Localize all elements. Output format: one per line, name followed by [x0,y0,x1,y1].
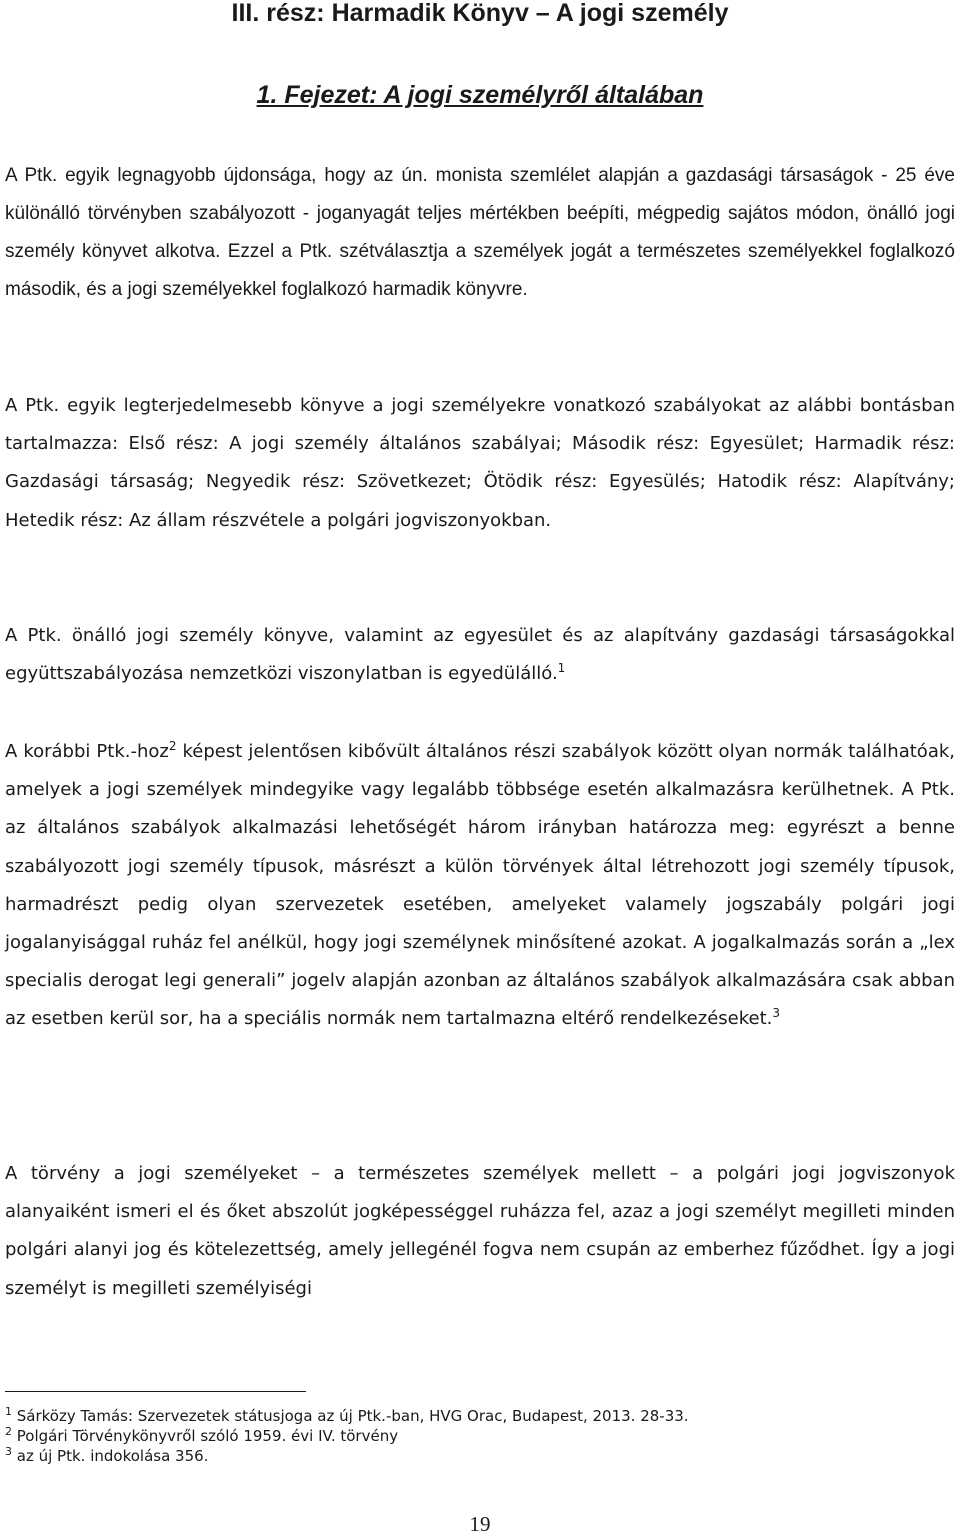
footnote-mark-3: 3 [5,1445,12,1458]
footnote-1 [5,1406,955,1426]
paragraph-1 [5,157,955,309]
footnote-3 [5,1446,955,1466]
footnote-ref-1[interactable]: 1 [557,661,566,676]
chapter-title: 1. Fejezet: A jogi személyről általában [256,81,704,109]
footnote-2 [5,1426,955,1446]
paragraph-2 [5,387,955,540]
footnote-mark-2: 2 [5,1425,12,1438]
footnote-2-text: Polgári Törvénykönyvről szóló 1959. évi IV. törvény [12,1427,399,1445]
paragraph-2-text: A Ptk. egyik legterjedelmesebb könyve a jogi személyekre vonatkozó szabályokat az alábbi bontásban tartalmazza: Első rész: A jogi személy általános szabályai; Második rész: Egyesület; Harmadik rész: Gazdasági társaság; Negyedik rész: Szövetkezet; Ötödik rész: Egyesülés; Hatodik rész: Alapítvány; Hetedik rész: Az állam részvétele a polgári jogviszonyokban. [5,395,955,531]
paragraph-3 [5,617,955,693]
footnote-1-text: Sárközy Tamás: Szervezetek státusjoga az új Ptk.-ban, HVG Orac, Budapest, 2013. 28-33. [12,1407,689,1425]
paragraph-5-text: A törvény a jogi személyeket – a természetes személyek mellett – a polgári jogi jogviszonyok alanyaiként ismeri el és őket abszolút jogképességgel ruházza fel, azaz a jogi személyt megilleti minden polgári alanyi jog és kötelezettség, amely jellegénél fogva nem csupán az emberhez fűződhet. Így a jogi személyt is megilleti személyiségi [5,1163,955,1299]
paragraph-3-text: A Ptk. önálló jogi személy könyve, valamint az egyesület és az alapítvány gazdasági társaságokkal együttszabályozása nemzetközi viszonylatban is egyedülálló. [5,625,955,685]
paragraph-4-text: képest jelentősen kibővült általános részi szabályok között olyan normák találhatóak, amelyek a jogi személyek mindegyike vagy legalább többsége esetén alkalmazásra kerülhetnek. A Ptk. az általános szabályok alkalmazási lehetőségét három irányban határozza meg: egyrészt a benne szabályozott jogi személy típusok, másrészt a külön törvények által létrehozott jogi személy típusok, harmadrészt pedig olyan szervezetek esetében, amelyeket valamely jogszabály polgári jogi jogalanyisággal ruház fel anélkül, hogy jogi személynek minősítené azokat. A jogalkalmazás során a „lex specialis derogat legi generali” jogelv alapján azonban az általános szabályok alkalmazására csak abban az esetben kerül sor, ha a speciális normák nem tartalmazna eltérő rendelkezéseket. [5,741,955,1030]
page-number: 19 [469,1512,491,1536]
paragraph-1-text: A Ptk. egyik legnagyobb újdonsága, hogy az ún. monista szemlélet alapján a gazdasági társaságok - 25 éve különálló törvényben szabályozott - joganyagát teljes mértékben beépíti, mégpedig sajátos módon, önálló jogi személy könyvet alkotva. Ezzel a Ptk. szétválasztja a személyek jogát a természetes személyekkel foglalkozó második, és a jogi személyekkel foglalkozó harmadik könyvre. [5,165,955,300]
paragraph-4-lead: A korábbi Ptk.-hoz [5,741,169,762]
paragraph-4 [5,733,955,1039]
part-title: III. rész: Harmadik Könyv – A jogi személy [231,0,729,27]
footnote-separator [5,1391,306,1392]
footnote-list [5,1406,955,1466]
footnote-ref-2[interactable]: 2 [168,739,177,753]
footnote-ref-3[interactable]: 3 [772,1006,780,1021]
footnote-mark-1: 1 [5,1405,12,1418]
footnote-3-text: az új Ptk. indokolása 356. [12,1447,209,1465]
paragraph-5 [5,1155,955,1308]
